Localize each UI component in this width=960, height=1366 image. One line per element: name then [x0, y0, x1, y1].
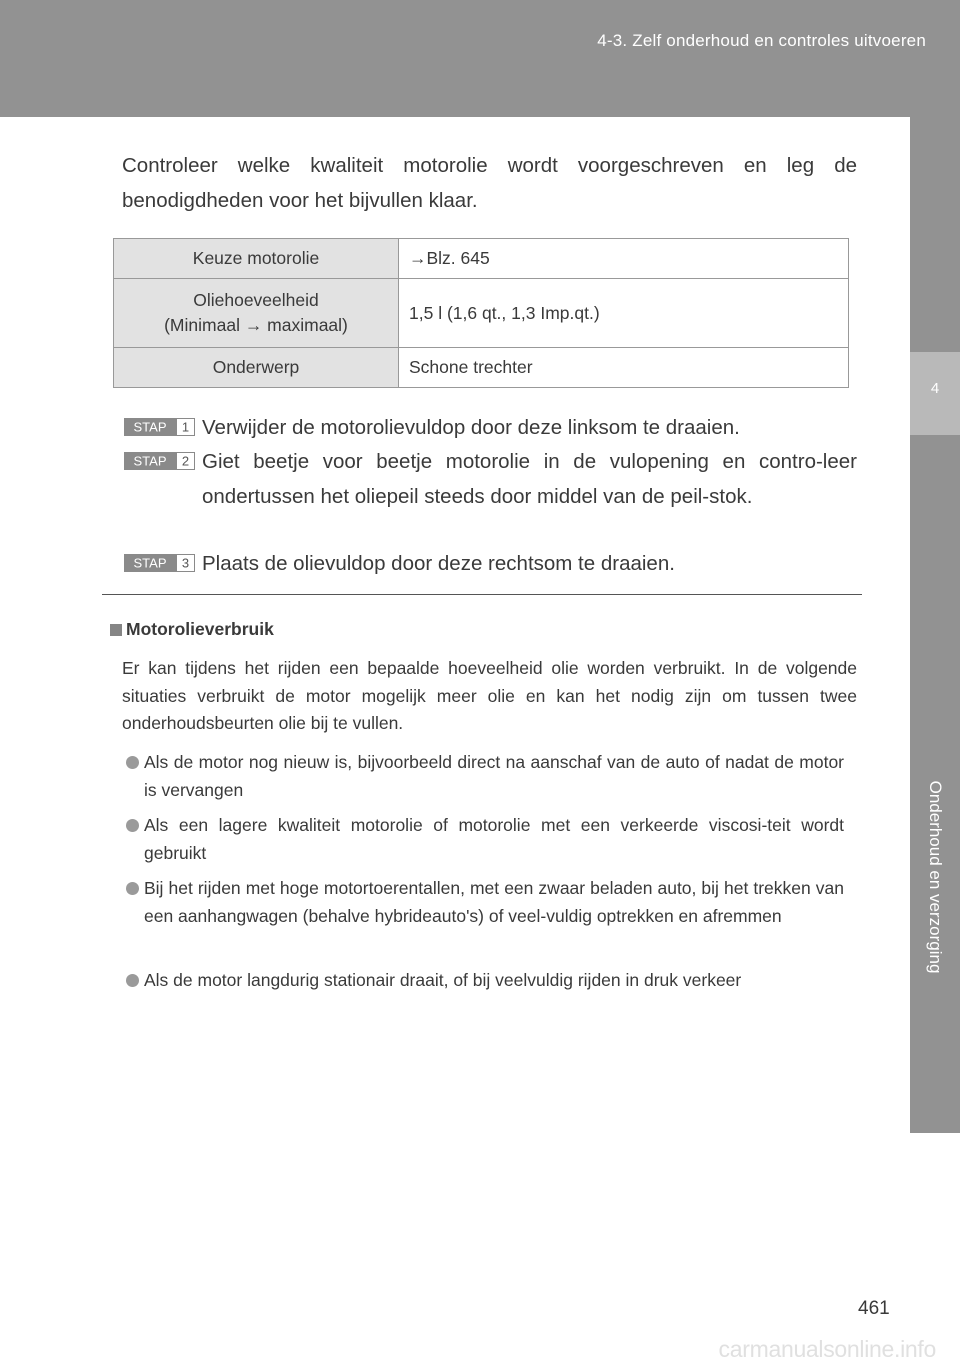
list-item-text: Als de motor nog nieuw is, bijvoorbeeld direct na aanschaf van de auto of nadat de motor is vervangen — [144, 752, 844, 800]
table-value-cell: Schone trechter — [399, 348, 849, 388]
step-badge-number: 2 — [181, 453, 190, 469]
chapter-number: 4 — [930, 380, 940, 397]
table-row — [114, 239, 849, 279]
table-row — [114, 279, 849, 348]
chapter-number-box — [910, 352, 960, 435]
table-key-cell — [114, 279, 399, 348]
list-item-text: Als een lagere kwaliteit motorolie of motorolie met een verkeerde viscosi-teit wordt gebruikt — [144, 815, 844, 863]
table-row — [114, 348, 849, 388]
section-paragraph: Er kan tijdens het rijden een bepaalde hoeveelheid olie worden verbruikt. In de volgende situaties verbruikt de motor mogelijk meer olie en kan het nodig zijn om tussen twee onderhoudsbeurten olie bij te vullen. — [122, 658, 857, 733]
intro-paragraph: Controleer welke kwaliteit motorolie wordt voorgeschreven en leg de benodigdheden voor het bijvullen klaar. — [122, 154, 857, 212]
step-badge-label: STAP — [133, 419, 167, 435]
bullet-dot-icon — [126, 974, 139, 987]
table-key-cell: Onderwerp — [114, 348, 399, 388]
section-square-icon — [110, 624, 122, 636]
step-badge-icon — [124, 418, 195, 436]
header-title: 4-3. Zelf onderhoud en controles uitvoeren — [597, 31, 926, 50]
step-badge-label: STAP — [133, 555, 167, 571]
watermark-text: carmanualsonline.info — [718, 1336, 936, 1362]
step-text: Giet beetje voor beetje motorolie in de vulopening en contro-leer ondertussen het oliepeil steeds door middel van de peil-stok. — [202, 450, 857, 508]
step-text: Verwijder de motorolievuldop door deze linksom te draaien. — [202, 416, 740, 439]
chapter-label: Onderhoud en verzorging — [926, 780, 945, 974]
bullet-dot-icon — [126, 756, 139, 769]
step-text: Plaats de olievuldop door deze rechtsom te draaien. — [202, 552, 675, 575]
table-key-line: (Minimaal → maximaal) — [164, 315, 348, 335]
watermark — [0, 1332, 960, 1366]
step-badge-label: STAP — [133, 453, 167, 469]
table-key-line: Oliehoeveelheid — [193, 290, 319, 310]
page-number: 461 — [858, 1298, 890, 1319]
step-badge-number: 3 — [181, 555, 190, 571]
page-header — [0, 0, 960, 117]
step-badge-icon — [124, 554, 195, 572]
table-key-cell: Keuze motorolie — [114, 239, 399, 279]
table-value-cell: →Blz. 645 — [399, 239, 849, 279]
section-title: Motorolieverbruik — [126, 619, 274, 639]
table-value-cell: 1,5 l (1,6 qt., 1,3 Imp.qt.) — [399, 279, 849, 348]
list-item-text: Bij het rijden met hoge motortoerentallen, met een zwaar beladen auto, bij het trekken van een aanhangwagen (behalve hybrideauto's) of veel-vuldig optrekken en afremmen — [144, 878, 844, 926]
chapter-label-container — [910, 752, 960, 1002]
bullet-dot-icon — [126, 882, 139, 895]
spec-table — [113, 238, 849, 388]
list-item-text: Als de motor langdurig stationair draait, of bij veelvuldig rijden in druk verkeer — [144, 970, 742, 990]
step-badge-icon — [124, 452, 195, 470]
step-badge-number: 1 — [181, 419, 190, 435]
bullet-dot-icon — [126, 819, 139, 832]
section-divider — [102, 594, 862, 595]
